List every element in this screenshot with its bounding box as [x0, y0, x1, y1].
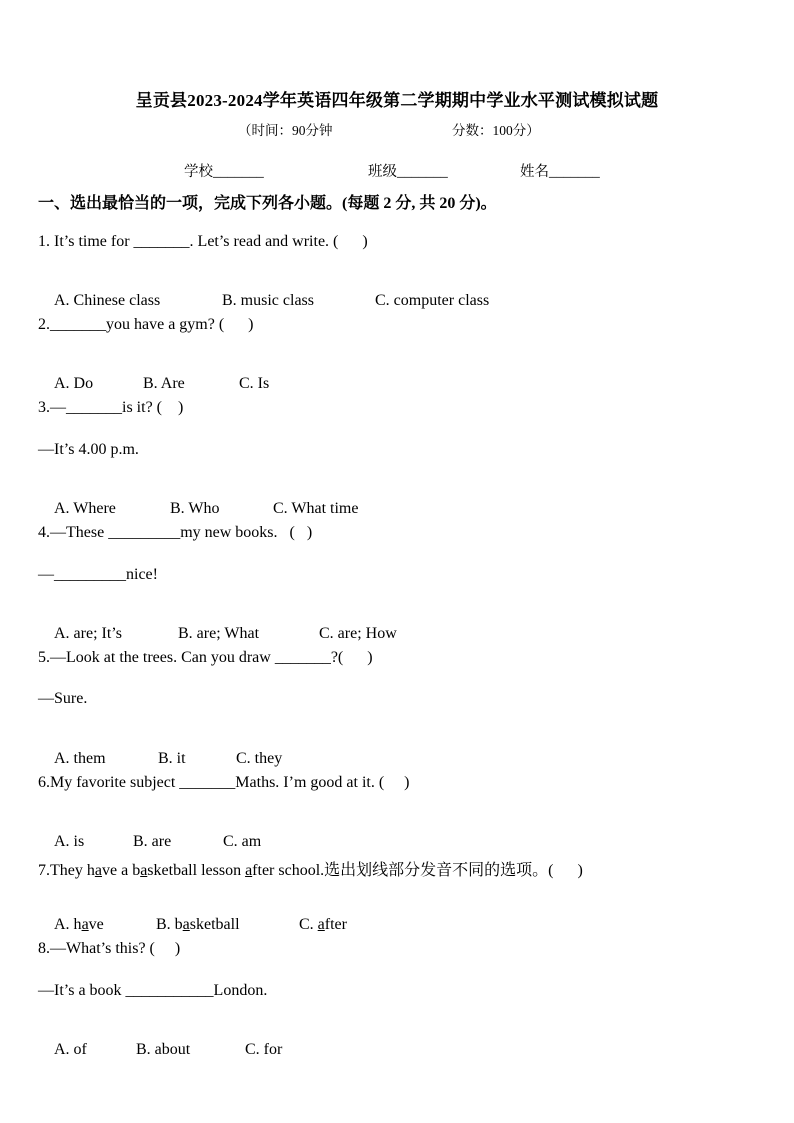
- question-4-answer: —_________nice!: [38, 566, 158, 583]
- question-8-options: [38, 1023, 282, 1077]
- option-c: C. are; How: [319, 625, 397, 642]
- option-c: C. What time: [273, 500, 359, 517]
- option-b: B. music class: [222, 292, 314, 309]
- section-heading: 一、选出最恰当的一项，完成下列各小题。(每题 2 分, 共 20 分)。: [38, 195, 497, 212]
- option-b: B. it: [158, 750, 186, 767]
- option-a: A. Where: [54, 500, 116, 517]
- option-c: C. computer class: [375, 292, 490, 309]
- option-b: B. are: [133, 833, 172, 850]
- option-c: C. after: [299, 916, 347, 933]
- option-a: A. of: [54, 1041, 87, 1058]
- option-a: A. is: [54, 833, 85, 850]
- question-1-stem: 1. It’s time for _______. Let’s read and write. ( ): [38, 233, 368, 250]
- option-c: C. they: [236, 750, 283, 767]
- school-field: 学校_______: [184, 164, 264, 180]
- option-a: A. Chinese class: [54, 292, 161, 309]
- option-b: B. Who: [170, 500, 220, 517]
- question-3-answer: —It’s 4.00 p.m.: [38, 441, 139, 458]
- time-info: （时间：90分钟: [238, 123, 333, 138]
- name-field: 姓名_______: [520, 164, 600, 180]
- score-info: 分数：100分）: [452, 123, 540, 138]
- question-8-answer: —It’s a book ___________London.: [38, 982, 268, 999]
- question-8-stem: 8.—What’s this? ( ): [38, 940, 181, 957]
- option-c: C. for: [245, 1041, 283, 1058]
- question-6-stem: 6.My favorite subject _______Maths. I’m good at it. ( ): [38, 774, 410, 791]
- option-b: B. about: [136, 1041, 191, 1058]
- option-a: A. them: [54, 750, 106, 767]
- option-a: A. Do: [54, 375, 94, 392]
- class-field: 班级_______: [368, 164, 448, 180]
- question-7-stem: 7.They have a basketball lesson after school.选出划线部分发音不同的选项。( ): [38, 862, 583, 879]
- question-5-answer: —Sure.: [38, 690, 88, 707]
- page-title: 呈贡县2023-2024学年英语四年级第二学期期中学业水平测试模拟试题: [135, 91, 659, 110]
- question-2-stem: 2._______you have a gym? ( ): [38, 316, 254, 333]
- question-4-stem: 4.—These _________my new books. ( ): [38, 524, 313, 541]
- question-3-stem: 3.—_______is it? ( ): [38, 399, 184, 416]
- option-c: C. am: [223, 833, 262, 850]
- option-b: B. basketball: [156, 916, 240, 933]
- option-c: C. Is: [239, 375, 270, 392]
- underlined-letter: a: [245, 862, 253, 879]
- option-b: B. Are: [143, 375, 185, 392]
- underlined-letter: a: [140, 862, 148, 879]
- option-a: A. are; It’s: [54, 625, 122, 642]
- option-a: A. have: [54, 916, 104, 933]
- underlined-letter: a: [94, 862, 102, 879]
- question-5-stem: 5.—Look at the trees. Can you draw _______?( ): [38, 649, 373, 666]
- option-b: B. are; What: [178, 625, 260, 642]
